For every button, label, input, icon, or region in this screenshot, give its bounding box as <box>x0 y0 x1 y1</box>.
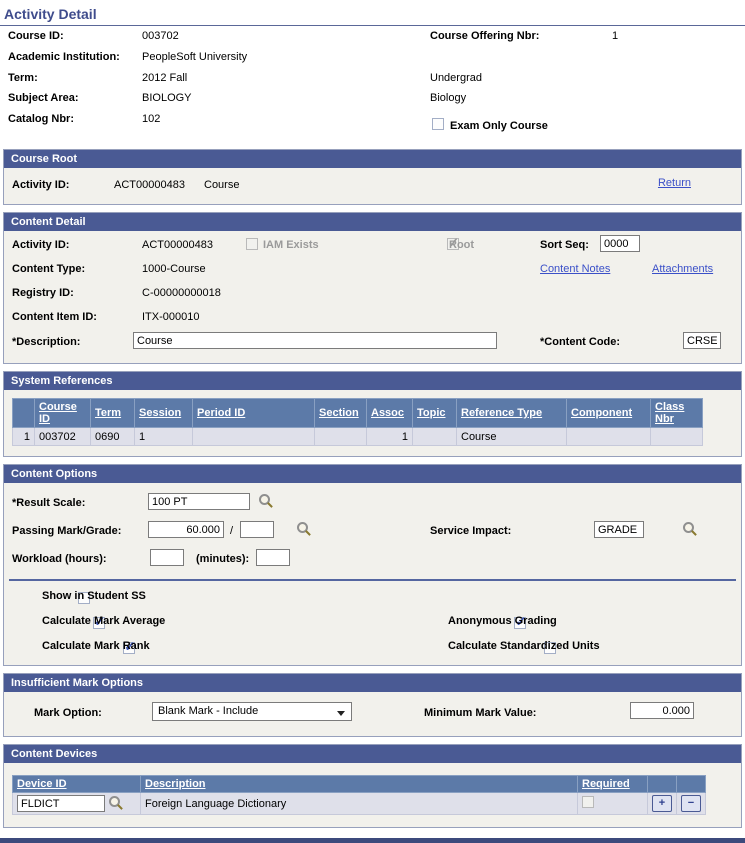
add-row-button[interactable]: + <box>652 795 672 812</box>
workload-minutes-label: (minutes): <box>196 553 250 565</box>
cell-topic <box>413 428 457 446</box>
cell-rownum: 1 <box>13 428 35 446</box>
institution-value: PeopleSoft University <box>142 51 248 63</box>
root-activity-desc: Course <box>204 179 240 191</box>
cell-remove <box>677 793 706 815</box>
cell-course-id: 003702 <box>35 428 91 446</box>
section-divider <box>9 579 736 581</box>
col-topic[interactable]: Topic <box>413 399 457 428</box>
term-desc: Undergrad <box>430 72 482 84</box>
content-notes-link[interactable]: Content Notes <box>540 263 611 275</box>
course-root-section <box>3 149 742 205</box>
cell-required <box>578 793 648 815</box>
activity-id-value: ACT00000483 <box>142 239 213 251</box>
system-references-table <box>12 398 703 446</box>
col-period-id[interactable]: Period ID <box>193 399 315 428</box>
anonymous-grading-label: Anonymous Grading <box>448 615 557 627</box>
result-scale-lookup-icon[interactable] <box>258 494 273 509</box>
table-header-row <box>13 399 703 428</box>
workload-minutes-input[interactable] <box>256 549 290 566</box>
device-id-input[interactable] <box>17 795 105 812</box>
attachments-link[interactable]: Attachments <box>652 263 714 275</box>
insufficient-mark-options-header: Insufficient Mark Options <box>4 674 741 692</box>
cell-term: 0690 <box>91 428 135 446</box>
passing-mark-label: Passing Mark/Grade: <box>12 525 122 537</box>
required-checkbox[interactable] <box>582 796 594 808</box>
col-add <box>648 776 677 793</box>
service-impact-input[interactable] <box>594 521 644 538</box>
cell-section <box>315 428 367 446</box>
calc-mark-rank-label: Calculate Mark Rank <box>42 640 150 652</box>
course-offering-value: 1 <box>612 30 619 42</box>
subject-desc: Biology <box>430 92 467 104</box>
content-devices-header: Content Devices <box>4 745 741 763</box>
iam-exists-label: IAM Exists <box>263 239 319 251</box>
mark-option-dropdown[interactable] <box>152 702 352 721</box>
content-type-label: Content Type: <box>12 263 86 275</box>
content-options-section <box>3 464 742 666</box>
description-label: *Description: <box>12 336 81 348</box>
subject-area-value: BIOLOGY <box>142 92 192 104</box>
exam-only-checkbox[interactable] <box>432 118 444 130</box>
passing-grade-lookup-icon[interactable] <box>296 522 311 537</box>
col-assoc[interactable]: Assoc <box>367 399 413 428</box>
col-session[interactable]: Session <box>135 399 193 428</box>
show-in-student-ss-label: Show in Student SS <box>42 590 146 602</box>
workload-hours-input[interactable] <box>150 549 184 566</box>
mark-option-label: Mark Option: <box>34 707 102 719</box>
col-required[interactable]: Required <box>578 776 648 793</box>
exam-only-label: Exam Only Course <box>450 120 548 132</box>
course-id-label: Course ID: <box>8 30 64 42</box>
min-mark-value-input[interactable] <box>630 702 694 719</box>
cell-period-id <box>193 428 315 446</box>
catalog-nbr-value: 102 <box>142 113 161 125</box>
term-value: 2012 Fall <box>142 72 188 84</box>
cell-class-nbr <box>651 428 703 446</box>
device-id-lookup-icon[interactable] <box>108 796 123 811</box>
subject-area-label: Subject Area: <box>8 92 79 104</box>
iam-exists-checkbox <box>246 238 258 250</box>
content-code-input[interactable] <box>683 332 721 349</box>
return-link[interactable]: Return <box>657 177 691 189</box>
root-activity-id-value: ACT00000483 <box>114 179 185 191</box>
col-remove <box>677 776 706 793</box>
course-root-header: Course Root <box>4 150 741 168</box>
insufficient-mark-options-section <box>3 673 742 737</box>
content-detail-section <box>3 212 742 364</box>
registry-id-label: Registry ID: <box>12 287 74 299</box>
content-item-id-value: ITX-000010 <box>142 311 200 323</box>
header-fields <box>0 30 745 142</box>
bottom-bar <box>0 838 745 843</box>
calc-mark-average-label: Calculate Mark Average <box>42 615 166 627</box>
sort-seq-label: Sort Seq: <box>540 239 589 251</box>
cell-assoc: 1 <box>367 428 413 446</box>
table-row <box>13 428 703 446</box>
content-type-value: 1000-Course <box>142 263 206 275</box>
col-term[interactable]: Term <box>91 399 135 428</box>
table-row <box>13 793 706 815</box>
col-component[interactable]: Component <box>567 399 651 428</box>
activity-id-label: Activity ID: <box>12 239 70 251</box>
content-options-header: Content Options <box>4 465 741 483</box>
col-class-nbr[interactable]: Class Nbr <box>651 399 703 428</box>
remove-row-button[interactable]: − <box>681 795 701 812</box>
table-header-row <box>13 776 706 793</box>
root-activity-id-label: Activity ID: <box>12 179 70 191</box>
cell-add <box>648 793 677 815</box>
col-reference-type[interactable]: Reference Type <box>457 399 567 428</box>
service-impact-lookup-icon[interactable] <box>682 522 697 537</box>
service-impact-label: Service Impact: <box>430 525 512 537</box>
result-scale-label: *Result Scale: <box>12 497 86 509</box>
cell-component <box>567 428 651 446</box>
cell-description: Foreign Language Dictionary <box>141 793 578 815</box>
col-section[interactable]: Section <box>315 399 367 428</box>
system-references-section <box>3 371 742 457</box>
content-detail-header: Content Detail <box>4 213 741 231</box>
col-course-id[interactable]: Course ID <box>35 399 91 428</box>
term-label: Term: <box>8 72 38 84</box>
passing-grade-input[interactable] <box>240 521 274 538</box>
content-devices-table <box>12 775 706 815</box>
min-mark-value-label: Minimum Mark Value: <box>424 707 537 719</box>
col-rownum <box>13 399 35 428</box>
content-code-label: *Content Code: <box>540 336 621 348</box>
workload-hours-label: Workload (hours): <box>12 553 107 565</box>
description-input[interactable] <box>133 332 497 349</box>
course-id-value: 003702 <box>142 30 179 42</box>
content-item-id-label: Content Item ID: <box>12 311 97 323</box>
course-offering-label: Course Offering Nbr: <box>430 30 540 42</box>
result-scale-input[interactable] <box>148 493 250 510</box>
passing-mark-slash: / <box>230 525 234 537</box>
page-title: Activity Detail <box>0 0 745 26</box>
col-device-id[interactable]: Device ID <box>13 776 141 793</box>
mark-option-value: Blank Mark - Include <box>158 705 259 717</box>
cell-reference-type: Course <box>457 428 567 446</box>
cell-session: 1 <box>135 428 193 446</box>
institution-label: Academic Institution: <box>8 51 120 63</box>
col-description[interactable]: Description <box>141 776 578 793</box>
calc-standardized-units-label: Calculate Standardized Units <box>448 640 600 652</box>
passing-mark-input[interactable] <box>148 521 224 538</box>
catalog-nbr-label: Catalog Nbr: <box>8 113 74 125</box>
sort-seq-input[interactable] <box>600 235 640 252</box>
root-label: Root <box>449 239 475 251</box>
registry-id-value: C-00000000018 <box>142 287 221 299</box>
system-references-header: System References <box>4 372 741 390</box>
content-devices-section <box>3 744 742 828</box>
cell-device-id <box>13 793 141 815</box>
